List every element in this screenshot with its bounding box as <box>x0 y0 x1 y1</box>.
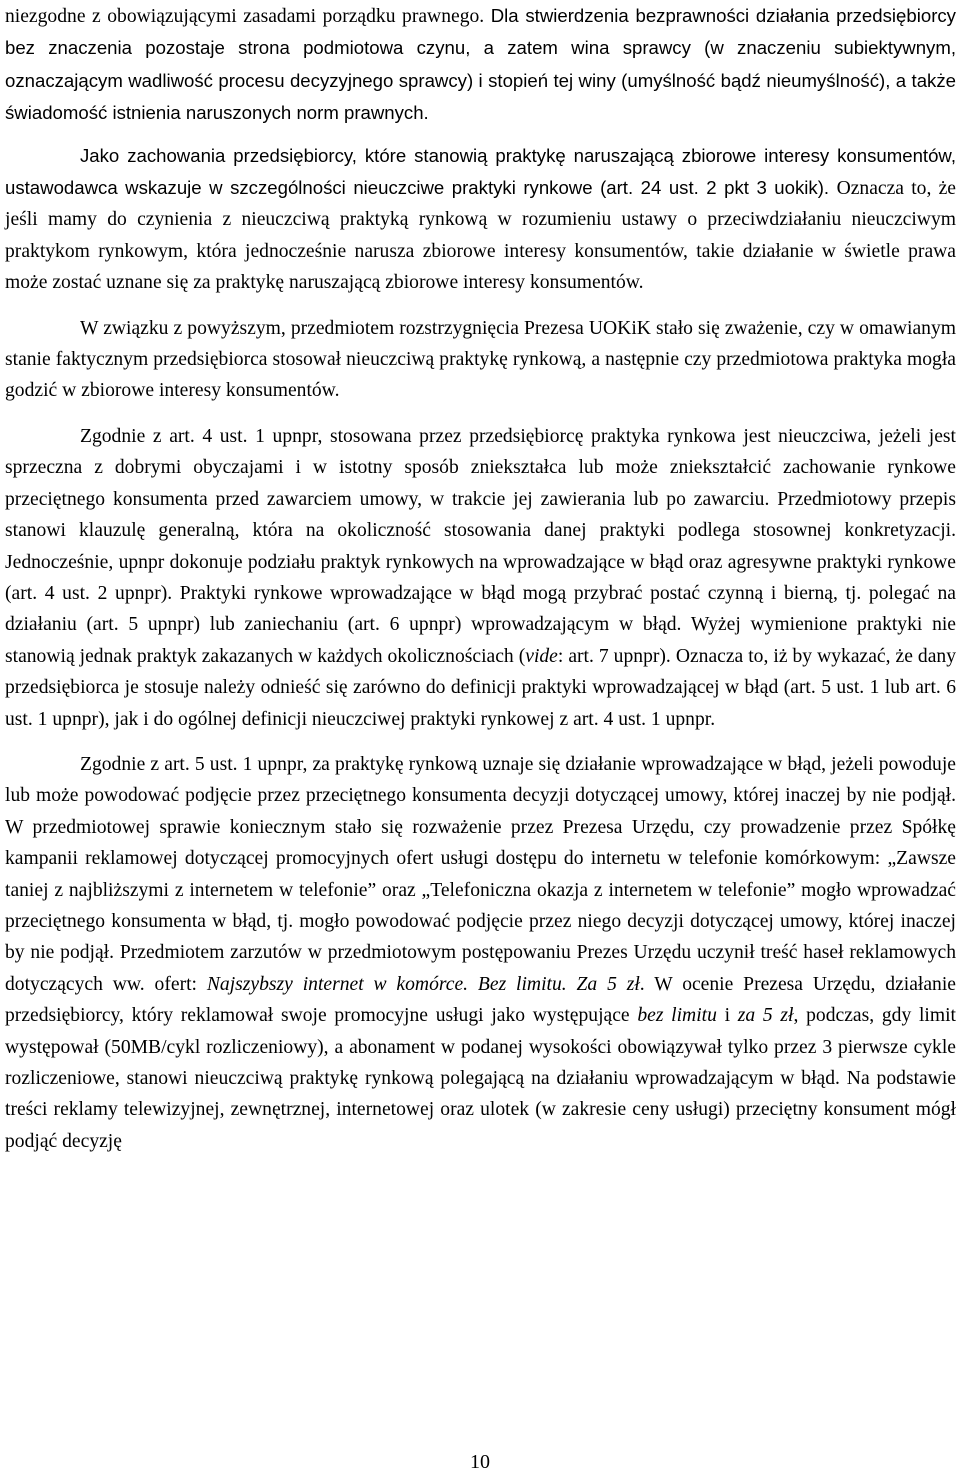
paragraph-art-4-upnpr <box>5 421 956 735</box>
text-segment: Zgodnie z art. 4 ust. 1 upnpr, stosowana przez przedsiębiorcę praktyka rynkowa jest nieuczciwa, jeżeli jest sprzeczna z dobrymi obyczajami i w istotny sposób zniekształca lub może zniekształcić zachowanie rynkowe przeciętnego konsumenta przed zawarciem umowy, w trakcie jej zawierania lub po zawarciu. Przedmiotowy przepis stanowi klauzulę generalną, która na okoliczność stosowania danej praktyki podlega stosownej konkretyzacji. Jednocześnie, upnpr dokonuje podziału praktyk rynkowych na wprowadzające w błąd oraz agresywne praktyki rynkowe (art. 4 ust. 2 upnpr). Praktyki rynkowe wprowadzające w błąd mogą przybrać postać czynną i bierną, tj. polegać na działaniu (art. 5 upnpr) lub zaniechaniu (art. 6 upnpr) wprowadzającym w błąd. Wyżej wymienione praktyki nie stanowią jednak praktyk zakazanych w każdych okolicznościach ( <box>5 425 956 667</box>
document-page <box>5 0 956 1157</box>
text-segment: i <box>716 1005 738 1027</box>
paragraph-bezprawnosc <box>5 0 956 130</box>
text-segment-italic: Najszybszy internet w komórce. Bez limitu. Za 5 zł <box>206 973 640 995</box>
text-segment: Zgodnie z art. 5 ust. 1 upnpr, za praktykę rynkową uznaje się działanie wprowadzające w błąd, jeżeli powoduje lub może powodować podjęcie przez przeciętnego konsumenta decyzji dotyczącej umowy, której inaczej by nie podjął. W przedmiotowej sprawie koniecznym stało się rozważenie przez Prezesa Urzędu, czy prowadzenie przez Spółkę kampanii reklamowej dotyczącej promocyjnych ofert usługi dostępu do internetu w telefonie komórkowym: „Zawsze taniej z najbliższymi z internetem w telefonie” oraz „Telefoniczna okazja z internetem w telefonie” mogło wprowadzać przeciętnego konsumenta w błąd, tj. mogło powodować podjęcie przez niego decyzji dotyczącej umowy, której inaczej by nie podjął. Przedmiotem zarzutów w przedmiotowym postępowaniu Prezes Urzędu uczynił treść haseł reklamowych dotyczących ww. ofert: <box>5 753 956 995</box>
text-segment: Dla stwierdzenia bezprawności działania przedsiębiorcy bez znaczenia pozostaje strona podmiotowa czynu, a zatem wina sprawcy (w znaczeniu subiektywnym, oznaczającym wadliwość procesu decyzyjnego sprawcy) i stopień tej winy (umyślność bądź nieumyślność), a także świadomość istnienia naruszonych norm prawnych. <box>5 5 956 124</box>
text-segment: . W ocenie Prezesa Urzędu, działanie przedsiębiorcy, który reklamował swoje promocyjne usługi jako występujące <box>5 973 956 1027</box>
text-segment: : art. 7 upnpr). Oznacza to, iż by wykazać, że dany przedsiębiorca je stosuje należy odnieść się zarówno do definicji praktyki wprowadzającej w błąd (art. 5 ust. 1 lub art. 6 ust. 1 upnpr), jak i do ogólnej definicji nieuczciwej praktyki rynkowej z art. 4 ust. 1 upnpr. <box>5 645 957 730</box>
paragraph-przedmiot-rozstrzygniecia <box>5 313 956 407</box>
text-segment-italic: bez limitu <box>637 1005 717 1027</box>
text-segment: W związku z powyższym, przedmiotem rozstrzygnięcia Prezesa UOKiK stało się zważenie, czy w omawianym stanie faktycznym przedsiębiorca stosował nieuczciwą praktykę rynkową, a następnie czy przedmiotowa praktyka mogła godzić w zbiorowe interesy konsumentów. <box>5 317 956 402</box>
text-segment-italic: vide <box>525 645 558 667</box>
text-segment: Oznacza to, że jeśli mamy do czynienia z nieuczciwą praktyką rynkową w rozumieniu ustawy o przeciwdziałaniu nieuczciwym praktykom rynkowym, która jednocześnie narusza zbiorowe interesy konsumentów, takie działanie w świetle prawa może zostać uznane się za praktykę naruszającą zbiorowe interesy konsumentów. <box>5 178 956 294</box>
paragraph-art-5-upnpr <box>5 749 956 1157</box>
text-segment-italic: za 5 zł <box>737 1005 794 1027</box>
text-segment: niezgodne z obowiązującymi zasadami porządku prawnego. <box>5 6 491 27</box>
text-segment: Jako zachowania przedsiębiorcy, które stanowią praktykę naruszającą zbiorowe interesy konsumentów, ustawodawca wskazuje w szczególności nieuczciwe praktyki rynkowe (art. 24 ust. 2 pkt 3 uokik). <box>5 144 956 199</box>
page-number: 10 <box>470 1451 490 1473</box>
paragraph-zachowania-przedsiebiorcy <box>5 140 956 299</box>
text-segment: , podczas, gdy limit występował (50MB/cykl rozliczeniowy), a abonament w podanej wysokości obowiązywał tylko przez 3 pierwsze cykle rozliczeniowe, stanowi nieuczciwą praktykę rynkową polegającą na działaniu wprowadzającym w błąd. Na podstawie treści reklamy telewizyjnej, zewnętrznej, internetowej oraz ulotek (w zakresie ceny usługi) przeciętny konsument mógł podjąć decyzję <box>5 1005 956 1152</box>
